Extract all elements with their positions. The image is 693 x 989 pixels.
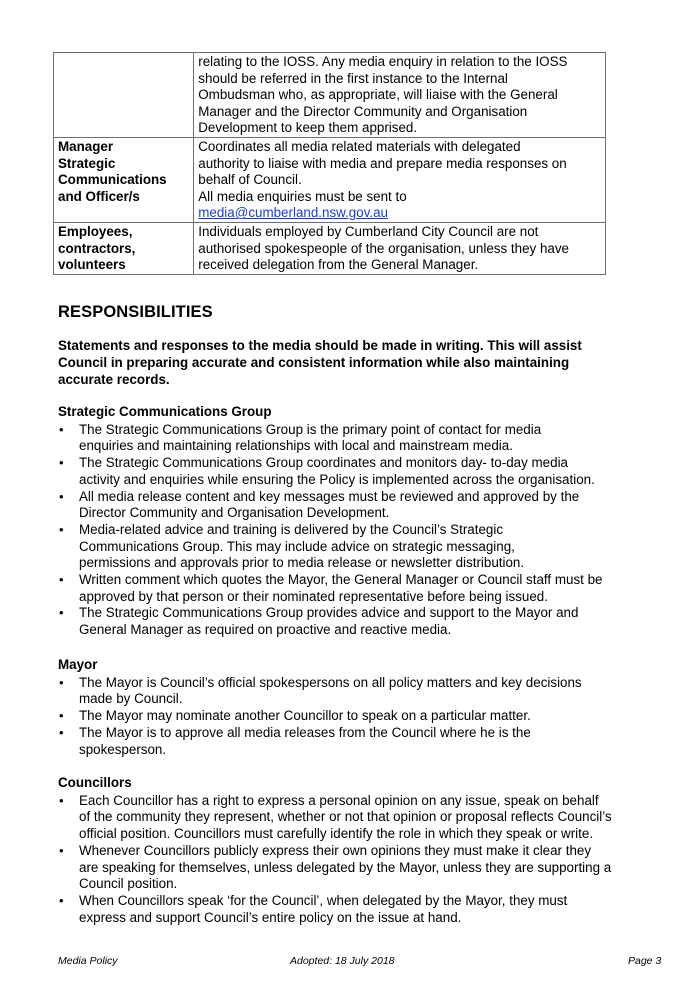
item-line: Communications Group. This may include advice on strategic messaging, bbox=[79, 538, 515, 554]
bullet-icon: • bbox=[59, 421, 64, 437]
list-item bbox=[58, 893, 658, 926]
text-line: should be referred in the first instance to the Internal bbox=[198, 70, 508, 86]
responsibilities-heading: RESPONSIBILITIES bbox=[58, 303, 213, 321]
item-line: are speaking for themselves, unless delegated by the Mayor, unless they are supporting a bbox=[79, 859, 612, 875]
role-label: Strategic bbox=[58, 155, 116, 171]
bullet-icon: • bbox=[59, 708, 64, 724]
list-item bbox=[58, 455, 658, 488]
bullet-icon: • bbox=[59, 521, 64, 537]
description-cell bbox=[194, 222, 606, 274]
item-line: The Strategic Communications Group is the primary point of contact for media bbox=[79, 421, 542, 437]
text-line: Coordinates all media related materials with delegated bbox=[198, 138, 521, 154]
bullet-icon: • bbox=[59, 724, 64, 740]
table-row bbox=[54, 137, 606, 222]
bullet-icon: • bbox=[59, 605, 64, 621]
item-line: The Mayor may nominate another Councillor to speak on a particular matter. bbox=[79, 708, 531, 724]
intro-paragraph bbox=[58, 337, 618, 388]
item-line: approved by that person or their nominated representative before being issued. bbox=[79, 588, 548, 604]
text-line: authority to liaise with media and prepare media responses on bbox=[198, 155, 567, 171]
section-mayor bbox=[58, 657, 658, 758]
item-line: The Strategic Communications Group provides advice and support to the Mayor and bbox=[79, 605, 579, 621]
bullet-list bbox=[58, 675, 658, 759]
intro-line: Council in preparing accurate and consistent information while also maintaining bbox=[58, 355, 570, 370]
list-item bbox=[58, 843, 658, 893]
item-line: The Mayor is Council’s official spokespersons on all policy matters and key decisions bbox=[79, 674, 582, 690]
item-line: spokesperson. bbox=[79, 741, 167, 757]
list-item bbox=[58, 572, 658, 605]
role-cell bbox=[54, 222, 194, 274]
section-strategic-communications bbox=[58, 404, 658, 639]
item-line: Each Councillor has a right to express a personal opinion on any issue, speak on behalf bbox=[79, 792, 599, 808]
bullet-icon: • bbox=[59, 455, 64, 471]
text-line: behalf of Council. bbox=[198, 172, 302, 188]
text-line: Manager and the Director Community and Organisation bbox=[198, 103, 528, 119]
intro-line: accurate records. bbox=[58, 372, 170, 387]
item-line: of the community they represent, whether or not that opinion or proposal reflects Council’s bbox=[79, 809, 612, 825]
item-line: made by Council. bbox=[79, 691, 183, 707]
footer-adopted-date: Adopted: 18 July 2018 bbox=[290, 955, 395, 967]
list-item bbox=[58, 675, 658, 708]
text-line: Development to keep them apprised. bbox=[198, 120, 418, 136]
text-line: All media enquiries must be sent to bbox=[198, 188, 407, 204]
bullet-icon: • bbox=[59, 892, 64, 908]
section-title: Mayor bbox=[58, 657, 98, 672]
bullet-icon: • bbox=[59, 842, 64, 858]
text-line: relating to the IOSS. Any media enquiry in relation to the IOSS bbox=[198, 54, 568, 69]
item-line: General Manager as required on proactive and reactive media. bbox=[79, 622, 452, 638]
item-line: The Mayor is to approve all media releases from the Council where he is the bbox=[79, 724, 531, 740]
item-line: The Strategic Communications Group coordinates and monitors day- to-day media bbox=[79, 455, 568, 471]
item-line: Whenever Councillors publicly express their own opinions they must make it clear they bbox=[79, 842, 592, 858]
text-line: authorised spokespeople of the organisation, unless they have bbox=[198, 240, 569, 256]
item-line: activity and enquiries while ensuring the Policy is implemented across the organisation. bbox=[79, 471, 595, 487]
item-line: All media release content and key messages must be reviewed and approved by the bbox=[79, 488, 580, 504]
item-line: enquiries and maintaining relationships with local and mainstream media. bbox=[79, 438, 513, 454]
list-item bbox=[58, 793, 658, 843]
footer-document-title: Media Policy bbox=[58, 955, 118, 967]
text-line: Ombudsman who, as appropriate, will liaise with the General bbox=[198, 87, 558, 103]
item-line: Written comment which quotes the Mayor, the General Manager or Council staff must be bbox=[79, 572, 603, 588]
bullet-icon: • bbox=[59, 488, 64, 504]
role-label: Communications bbox=[58, 172, 167, 188]
description-cell bbox=[194, 53, 606, 138]
role-label: volunteers bbox=[58, 257, 126, 273]
item-line: Council position. bbox=[79, 876, 178, 892]
roles-table bbox=[53, 52, 606, 275]
role-label: contractors, bbox=[58, 240, 136, 256]
item-line: permissions and approvals prior to media release or newsletter distribution. bbox=[79, 555, 525, 571]
item-line: express and support Council’s entire policy on the issue at hand. bbox=[79, 909, 462, 925]
item-line: official position. Councillors must carefully identify the role in which they speak or write. bbox=[79, 826, 594, 842]
text-line: Individuals employed by Cumberland City Council are not bbox=[198, 223, 539, 239]
role-label: Employees, bbox=[58, 223, 133, 239]
role-label: and Officer/s bbox=[58, 188, 140, 204]
section-title: Strategic Communications Group bbox=[58, 404, 272, 419]
bullet-list bbox=[58, 422, 658, 639]
description-cell bbox=[194, 137, 606, 222]
list-item bbox=[58, 489, 658, 522]
section-title: Councillors bbox=[58, 775, 132, 790]
list-item bbox=[58, 522, 658, 572]
footer-page-number: Page 3 bbox=[628, 955, 662, 967]
text-line: received delegation from the General Manager. bbox=[198, 257, 479, 273]
bullet-list bbox=[58, 793, 658, 927]
list-item bbox=[58, 605, 658, 638]
role-label: Manager bbox=[58, 138, 114, 154]
bullet-icon: • bbox=[59, 674, 64, 690]
item-line: Director Community and Organisation Development. bbox=[79, 505, 390, 521]
table-row bbox=[54, 222, 606, 274]
table-row bbox=[54, 53, 606, 138]
list-item bbox=[58, 725, 658, 758]
intro-line: Statements and responses to the media should be made in writing. This will assist bbox=[58, 338, 582, 353]
item-line: Media-related advice and training is delivered by the Council’s Strategic bbox=[79, 521, 504, 537]
media-email-link[interactable]: media@cumberland.nsw.gov.au bbox=[198, 205, 389, 221]
role-cell bbox=[54, 53, 194, 138]
list-item bbox=[58, 708, 658, 725]
item-line: When Councillors speak ‘for the Council’, when delegated by the Mayor, they must bbox=[79, 892, 568, 908]
bullet-icon: • bbox=[59, 792, 64, 808]
section-councillors bbox=[58, 775, 658, 926]
bullet-icon: • bbox=[59, 572, 64, 588]
role-cell bbox=[54, 137, 194, 222]
list-item bbox=[58, 422, 658, 455]
